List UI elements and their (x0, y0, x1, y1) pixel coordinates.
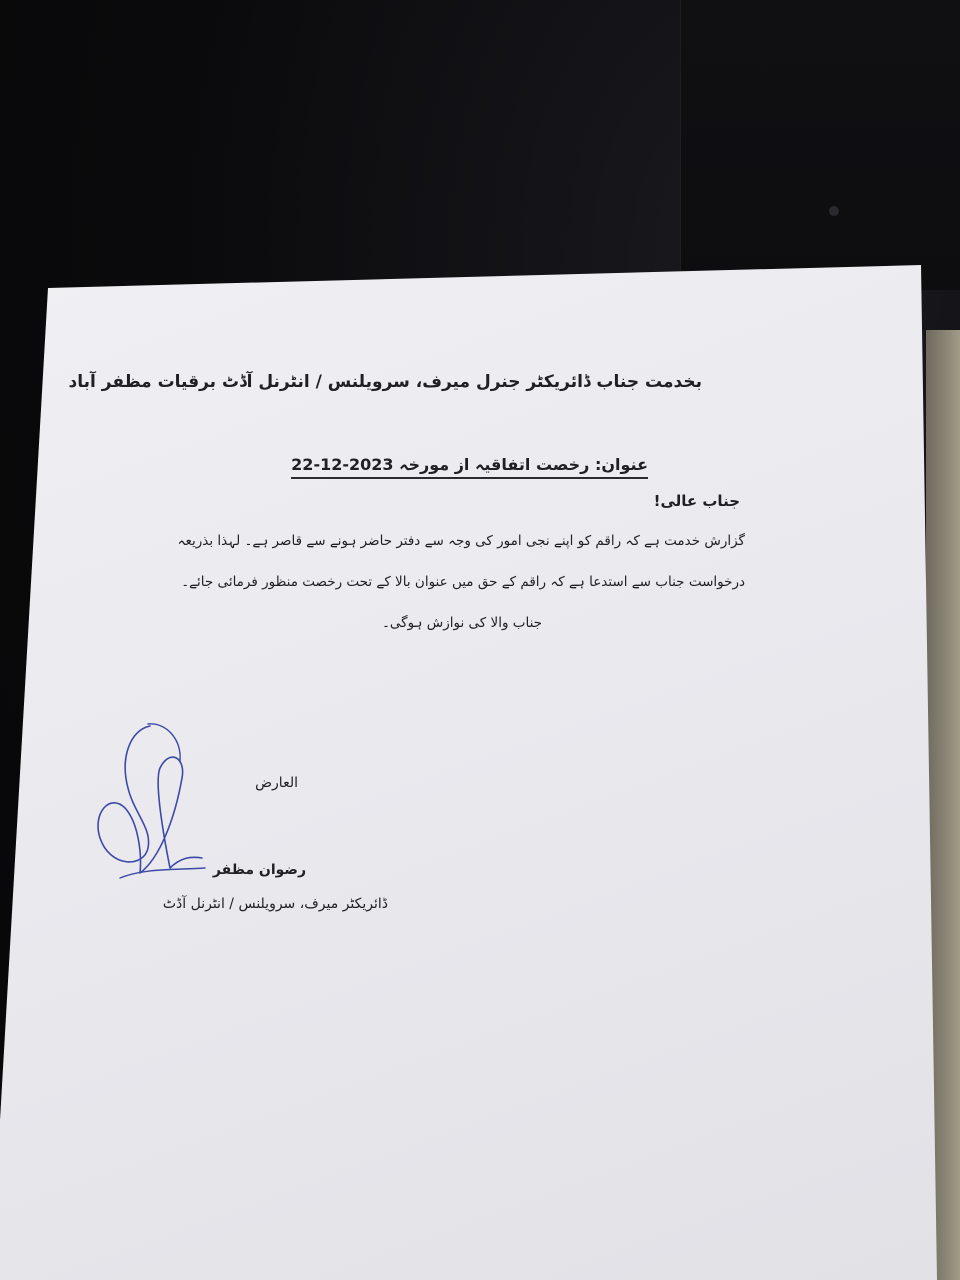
closing-line: جناب والا کی نوازش ہوگی۔ (381, 615, 542, 631)
salutation: جناب عالی! (653, 492, 740, 510)
body-paragraph-line-1: گزارش خدمت ہے کہ راقم کو اپنے نجی امور کی وجہ سے دفتر حاضر ہونے سے قاصر ہے۔ لہذا بذریعہ (177, 533, 745, 549)
sender-label: العارض (255, 775, 298, 791)
subject-line (291, 455, 648, 479)
sender-designation: ڈائریکٹر میرف، سرویلنس / انٹرنل آڈٹ (162, 896, 388, 912)
background-panel (680, 0, 960, 290)
addressee-line: بخدمت جناب ڈائریکٹر جنرل میرف، سرویلنس / انٹرنل آڈٹ برقیات مظفر آباد (68, 372, 702, 392)
body-paragraph-line-2: درخواست جناب سے استدعا ہے کہ راقم کے حق میں عنوان بالا کے تحت رخصت منظور فرمائی جائے۔ (181, 574, 745, 590)
subject-text: رخصت اتفاقیہ از مورخہ 2023-12-22 (291, 455, 590, 474)
sender-name: رضوان مظفر (212, 862, 306, 878)
panel-screw (829, 206, 839, 216)
subject-label: عنوان: (594, 455, 648, 474)
signature (90, 718, 210, 888)
